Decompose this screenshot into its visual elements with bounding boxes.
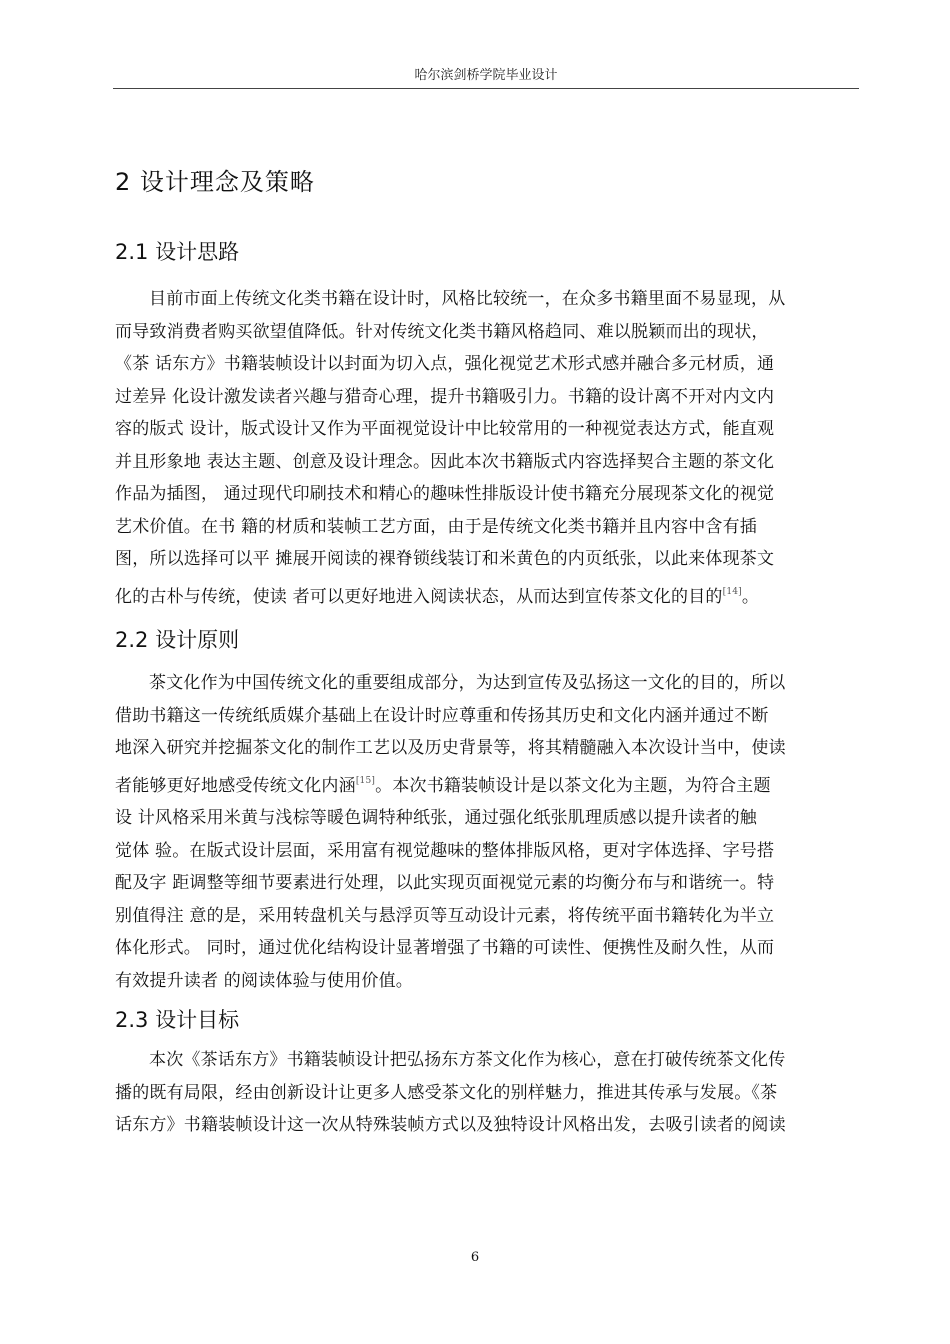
- paragraph-line: 过差异 化设计激发读者兴趣与猎奇心理，提升书籍吸引力。书籍的设计离不开对内文内: [115, 386, 775, 407]
- paragraph-line: 并且形象地 表达主题、创意及设计理念。因此本次书籍版式内容选择契合主题的茶文化: [115, 451, 775, 472]
- section-2-2-paragraph: [115, 667, 860, 997]
- paragraph-line: 话东方》书籍装帧设计这一次从特殊装帧方式以及独特设计风格出发，去吸引读者的阅读: [115, 1115, 786, 1135]
- paragraph-line: 艺术价值。在书 籍的材质和装帧工艺方面，由于是传统文化类书籍并且内容中含有插: [115, 516, 758, 537]
- paragraph-line: 地深入研究并挖掘茶文化的制作工艺以及历史背景等，将其精髓融入本次设计当中，使读: [115, 738, 786, 758]
- paragraph-line: 目前市面上传统文化类书籍在设计时，风格比较统一，在众多书籍里面不易显现，从: [149, 289, 786, 309]
- paragraph-line: 作品为插图， 通过现代印刷技术和精心的趣味性排版设计使书籍充分展现茶文化的视觉: [115, 484, 775, 504]
- paragraph-text: 。本次书籍装帧设计是以茶文化为主题，为符合主题: [375, 775, 771, 796]
- paragraph-line: 容的版式 设计，版式设计又作为平面视觉设计中比较常用的一种视觉表达方式，能直观: [115, 419, 775, 439]
- section-2-3-paragraph: [115, 1044, 860, 1142]
- page-number: 6: [470, 1250, 480, 1265]
- paragraph-line: [115, 765, 860, 803]
- paragraph-line: 设 计风格采用米黄与浅棕等暖色调特种纸张，通过强化纸张肌理质感以提升读者的触: [115, 808, 758, 828]
- paragraph-text: 化的古朴与传统，使读 者可以更好地进入阅读状态，从而达到宣传茶文化的目的: [115, 586, 723, 607]
- paragraph-line: 觉体 验。在版式设计层面，采用富有视觉趣味的整体排版风格，更对字体选择、字号搭: [115, 840, 775, 861]
- header-divider: [113, 88, 859, 89]
- paragraph-line: 播的既有局限，经由创新设计让更多人感受茶文化的别样魅力，推进其传承与发展。《茶: [115, 1082, 778, 1103]
- paragraph-text: 。: [741, 586, 760, 607]
- paragraph-line: 体化形式。 同时，通过优化结构设计显著增强了书籍的可读性、便携性及耐久性，从而: [115, 938, 775, 958]
- section-heading-2-2: 2.2 设计原则: [115, 628, 240, 652]
- paragraph-line: 而导致消费者购买欲望值降低。针对传统文化类书籍风格趋同、难以脱颖而出的现状，: [115, 321, 769, 342]
- chapter-title: 2 设计理念及策略: [115, 168, 315, 196]
- paragraph-line: [115, 576, 860, 614]
- section-heading-2-3: 2.3 设计目标: [115, 1008, 240, 1032]
- paragraph-line: 本次《茶话东方》书籍装帧设计把弘扬东方茶文化作为核心，意在打破传统茶文化传: [149, 1050, 786, 1070]
- paragraph-text: 者能够更好地感受传统文化内涵: [115, 775, 356, 796]
- paragraph-line: 别值得注 意的是，采用转盘机关与悬浮页等互动设计元素，将传统平面书籍转化为半立: [115, 905, 775, 926]
- section-2-1-paragraph: [115, 283, 860, 613]
- paragraph-line: 配及字 距调整等细节要素进行处理，以此实现页面视觉元素的均衡分布与和谐统一。特: [115, 873, 775, 893]
- citation-ref: [15]: [355, 775, 376, 786]
- paragraph-line: 借助书籍这一传统纸质媒介基础上在设计时应尊重和传扬其历史和文化内涵并通过不断: [115, 705, 769, 726]
- paragraph-line: 《茶 话东方》书籍装帧设计以封面为切入点，强化视觉艺术形式感并融合多元材质，通: [115, 354, 775, 374]
- citation-ref: [14]: [722, 586, 742, 597]
- paragraph-line: 有效提升读者 的阅读体验与使用价值。: [115, 970, 414, 991]
- paragraph-line: 茶文化作为中国传统文化的重要组成部分，为达到宣传及弘扬这一文化的目的，所以: [149, 673, 786, 693]
- running-header: 哈尔滨剑桥学院毕业设计: [414, 68, 558, 83]
- paragraph-line: 图，所以选择可以平 摊展开阅读的裸脊锁线装订和米黄色的内页纸张，以此来体现茶文: [115, 549, 775, 569]
- section-heading-2-1: 2.1 设计思路: [115, 240, 240, 264]
